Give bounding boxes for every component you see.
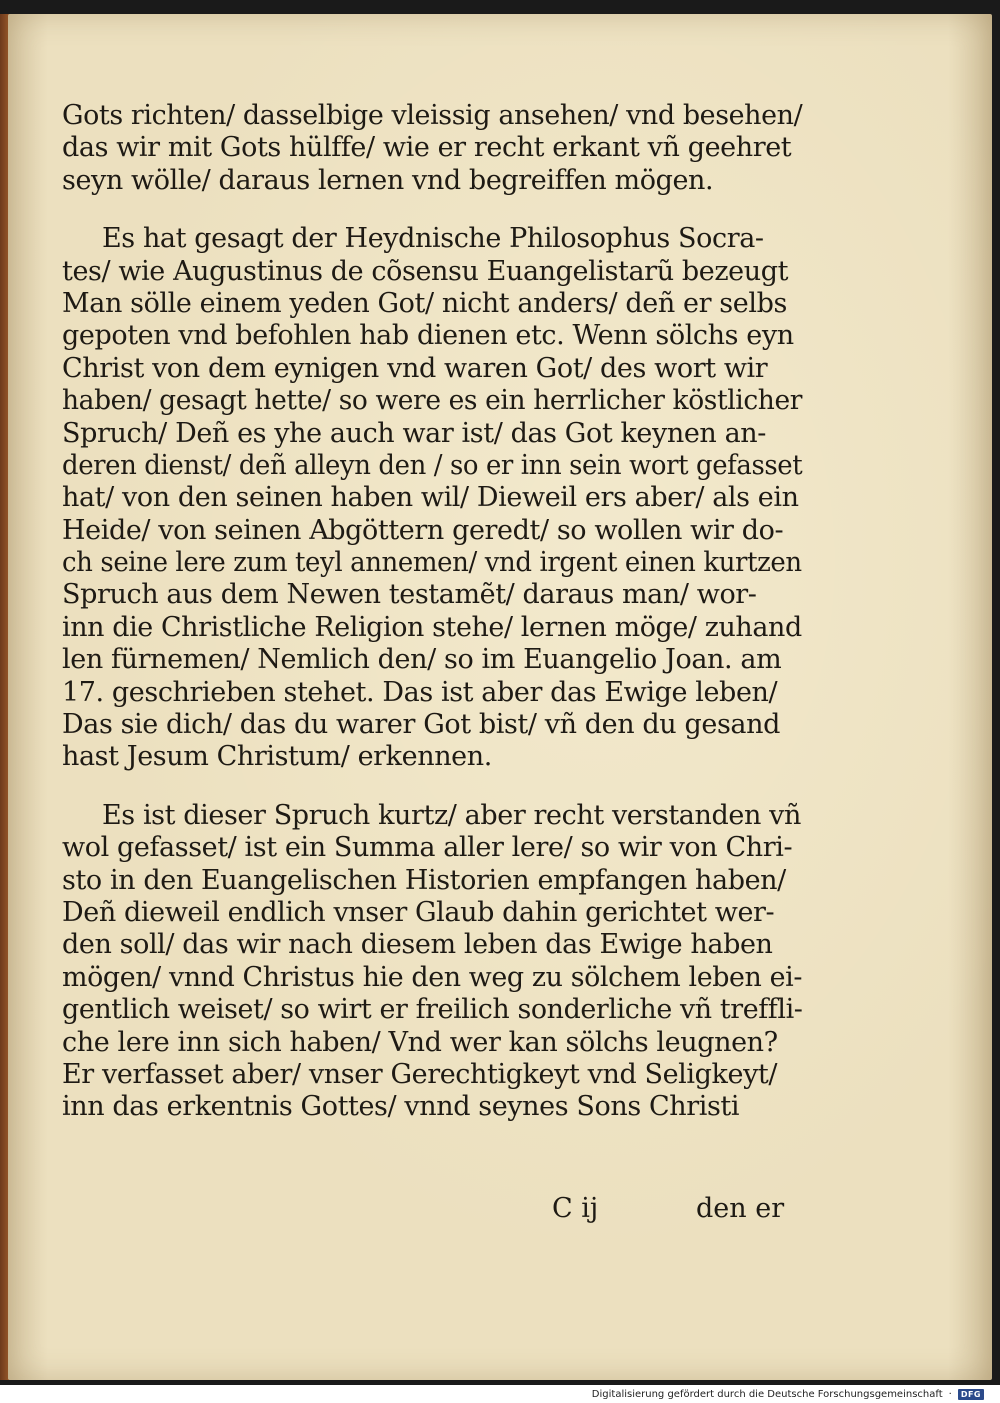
text-line: deren dienst/ deñ alleyn den / so er inn sein wort gefasset [62,449,803,481]
dfg-logo: DFG [958,1389,984,1400]
text-line: Es hat gesagt der Heydnische Philosophus Socra- [102,223,764,255]
credit-separator: · [948,1388,952,1400]
text-line: tes/ wie Augustinus de cõsensu Euangelistarũ bezeugt [62,255,789,287]
text-line: ch seine lere zum teyl annemen/ vnd irgent einen kurtzen [62,547,802,579]
paragraph [62,800,802,1124]
text-line: inn das erkentnis Gottes/ vnnd seynes Sons Christi [62,1091,740,1123]
text-line: Heide/ von seinen Abgöttern geredt/ so wollen wir do- [62,514,784,546]
text-line: gepoten vnd befohlen hab dienen etc. Wenn sölchs eyn [62,320,794,352]
text-line: gentlich weiset/ so wirt er freilich sonderliche vñ treffli- [62,994,803,1026]
text-line: hat/ von den seinen haben wil/ Dieweil ers aber/ als ein [62,482,799,514]
text-line: Deñ dieweil endlich vnser Glaub dahin gerichtet wer- [62,896,775,928]
text-line: inn die Christliche Religion stehe/ lernen möge/ zuhand [62,611,802,643]
text-line: seyn wölle/ daraus lernen vnd begreiffen mögen. [62,164,714,196]
digitization-credit [592,1387,984,1401]
text-line: len fürnemen/ Nemlich den/ so im Euangelio Joan. am [62,644,782,676]
text-line: sto in den Euangelischen Historien empfangen haben/ [62,864,786,896]
paragraph [62,223,802,774]
paragraph [62,100,802,197]
text-line: Man sölle einem yeden Got/ nicht anders/ deñ er selbs [62,287,787,319]
text-line: Er verfasset aber/ vnser Gerechtigkeyt vnd Seligkeyt/ [62,1058,778,1090]
signature-mark: C ij [552,1193,599,1224]
text-line: hast Jesum Christum/ erkennen. [62,741,492,773]
catchword: den er [696,1193,785,1224]
text-line: Gots richten/ dasselbige vleissig ansehen/ vnd besehen/ [62,100,803,131]
text-line: che lere inn sich haben/ Vnd wer kan sölchs leugnen? [62,1026,778,1058]
page-footer [62,1193,802,1227]
text-line: Es ist dieser Spruch kurtz/ aber recht verstanden vñ [102,799,801,831]
text-line: Das sie dich/ das du warer Got bist/ vñ den du gesand [62,709,780,741]
page-body-text [62,100,802,1150]
text-line: wol gefasset/ ist ein Summa aller lere/ so wir von Chri- [62,832,793,864]
text-line: den soll/ das wir nach diesem leben das Ewige haben [62,929,773,961]
text-line: Spruch/ Deñ es yhe auch war ist/ das Got keynen an- [62,417,766,449]
text-line: mögen/ vnnd Christus hie den weg zu sölchem leben ei- [62,961,803,993]
text-line: Christ von dem eynigen vnd waren Got/ des wort wir [62,352,768,384]
text-line: haben/ gesagt hette/ so were es ein herrlicher köstlicher [62,385,803,417]
credit-text: Digitalisierung gefördert durch die Deutsche Forschungsgemeinschaft [591,1388,943,1400]
text-line: Spruch aus dem Newen testamẽt/ daraus man/ wor- [62,579,757,611]
text-line: 17. geschrieben stehet. Das ist aber das Ewige leben/ [62,676,778,708]
text-line: das wir mit Gots hülffe/ wie er recht erkant vñ geehret [62,132,792,164]
